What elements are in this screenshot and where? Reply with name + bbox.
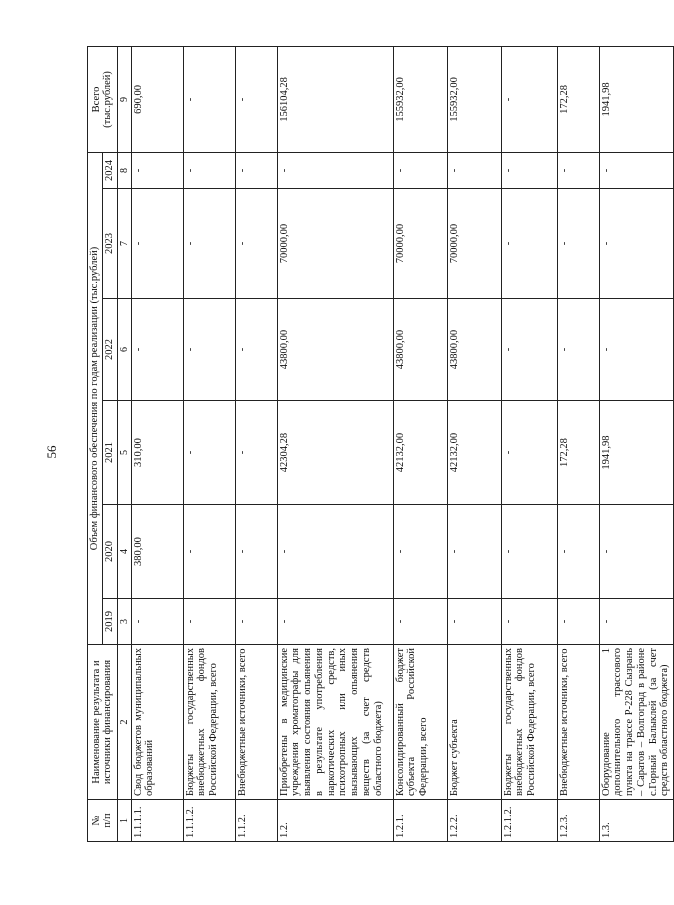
table-row (183, 46, 235, 841)
row-value: - (393, 152, 447, 188)
row-value: - (235, 152, 277, 188)
row-code: 1.1.1.2. (183, 800, 235, 842)
row-value: - (501, 505, 557, 599)
row-value: - (599, 299, 673, 401)
table-row (599, 46, 673, 841)
header-year: 2023 (102, 189, 117, 299)
table-row (447, 46, 501, 841)
table-row (501, 46, 557, 841)
row-value: 42304,28 (277, 401, 393, 505)
column-index: 4 (117, 505, 131, 599)
column-index: 6 (117, 299, 131, 401)
header-name: Наименование результата и источники финансирования (88, 645, 118, 800)
row-value: - (131, 299, 183, 401)
row-value: - (501, 299, 557, 401)
row-code: 1.2.1. (393, 800, 447, 842)
row-total: 690,00 (131, 46, 183, 152)
rotated-table-wrapper (87, 47, 671, 842)
row-value: 70000,00 (447, 189, 501, 299)
row-value: - (557, 599, 599, 645)
row-value: - (447, 599, 501, 645)
row-value: 1941,98 (599, 401, 673, 505)
row-value: - (131, 189, 183, 299)
header-row-1 (88, 46, 103, 841)
row-value: 172,28 (557, 401, 599, 505)
row-value: - (183, 152, 235, 188)
row-value: - (393, 599, 447, 645)
row-name: Приобретены в медицинские учреждения хроматографы для выявления состояния опьянения в результате употребления наркотических средств, психотропных или иных вызывающих опьянения веществ (за счет средств областного бюджета) (277, 645, 393, 800)
row-value: - (599, 505, 673, 599)
row-code: 1.1.2. (235, 800, 277, 842)
row-total: 172,28 (557, 46, 599, 152)
row-value: - (277, 505, 393, 599)
column-index: 2 (117, 645, 131, 800)
row-value: 42132,00 (447, 401, 501, 505)
row-value: - (501, 401, 557, 505)
row-value: - (557, 152, 599, 188)
row-name: Свод бюджетов муниципальных образований (131, 645, 183, 800)
table-body (131, 46, 673, 841)
row-value: 380,00 (131, 505, 183, 599)
row-name: Бюджеты государственных внебюджетных фондов Российской Федерации, всего (501, 645, 557, 800)
row-total: 156104,28 (277, 46, 393, 152)
row-total: - (235, 46, 277, 152)
row-name: Бюджет субъекта (447, 645, 501, 800)
row-value: 70000,00 (393, 189, 447, 299)
header-year: 2022 (102, 299, 117, 401)
header-number: № п/п (88, 800, 118, 842)
table-row (131, 46, 183, 841)
row-total: 155932,00 (447, 46, 501, 152)
row-value: - (235, 505, 277, 599)
header-funding-group: Объем финансового обеспечения по годам реализации (тыс.рублей) (88, 152, 103, 644)
row-value: - (501, 189, 557, 299)
row-code: 1.2.3. (557, 800, 599, 842)
row-value: - (183, 599, 235, 645)
row-name: Внебюджетные источники, всего (557, 645, 599, 800)
table-row (277, 46, 393, 841)
row-name: Консолидированный бюджет субъекта Российской Федерации, всего (393, 645, 447, 800)
row-value: - (599, 189, 673, 299)
row-value: - (447, 505, 501, 599)
row-value: - (557, 189, 599, 299)
row-value: - (131, 599, 183, 645)
row-code: 1.2.1.2. (501, 800, 557, 842)
column-index: 7 (117, 189, 131, 299)
row-value: - (599, 152, 673, 188)
column-index: 9 (117, 46, 131, 152)
row-value: - (183, 505, 235, 599)
column-index: 8 (117, 152, 131, 188)
row-value: - (183, 299, 235, 401)
row-value: - (235, 401, 277, 505)
header-year: 2020 (102, 505, 117, 599)
row-value: - (277, 599, 393, 645)
row-value: - (447, 152, 501, 188)
table-row (235, 46, 277, 841)
row-value: 42132,00 (393, 401, 447, 505)
row-value: 70000,00 (277, 189, 393, 299)
row-value: - (557, 299, 599, 401)
table-row (557, 46, 599, 841)
row-value: - (599, 599, 673, 645)
row-value: - (557, 505, 599, 599)
row-value: - (183, 401, 235, 505)
table-row (393, 46, 447, 841)
row-value: - (183, 189, 235, 299)
row-value: - (235, 189, 277, 299)
row-code: 1.3. (599, 800, 673, 842)
row-value: 43800,00 (393, 299, 447, 401)
column-index: 5 (117, 401, 131, 505)
row-value: - (235, 599, 277, 645)
row-value: - (131, 152, 183, 188)
row-value: - (501, 599, 557, 645)
page-number: 56 (44, 445, 59, 459)
header-row-indices (117, 46, 131, 841)
row-name: Оборудование 1 дополнительного трассового пункта на трассе Р-228 Сызрань – Саратов – Волгоград в районе с.Горный Балыклей (за счет средств областного бюджета) (599, 645, 673, 800)
row-value: 43800,00 (277, 299, 393, 401)
row-value: 310,00 (131, 401, 183, 505)
row-total: - (183, 46, 235, 152)
row-code: 1.1.1.1. (131, 800, 183, 842)
row-code: 1.2. (277, 800, 393, 842)
row-name: Внебюджетные источники, всего (235, 645, 277, 800)
row-value: - (501, 152, 557, 188)
row-value: - (235, 299, 277, 401)
budget-table (87, 46, 674, 842)
row-total: - (501, 46, 557, 152)
header-total: Всего (тыс.рублей) (88, 46, 118, 152)
row-value: - (277, 152, 393, 188)
row-total: 155932,00 (393, 46, 447, 152)
row-total: 1941,98 (599, 46, 673, 152)
row-name: Бюджеты государственных внебюджетных фондов Российской Федерации, всего (183, 645, 235, 800)
row-code: 1.2.2. (447, 800, 501, 842)
column-index: 1 (117, 800, 131, 842)
column-index: 3 (117, 599, 131, 645)
row-value: - (393, 505, 447, 599)
header-year: 2024 (102, 152, 117, 188)
header-year: 2019 (102, 599, 117, 645)
row-value: 43800,00 (447, 299, 501, 401)
header-year: 2021 (102, 401, 117, 505)
